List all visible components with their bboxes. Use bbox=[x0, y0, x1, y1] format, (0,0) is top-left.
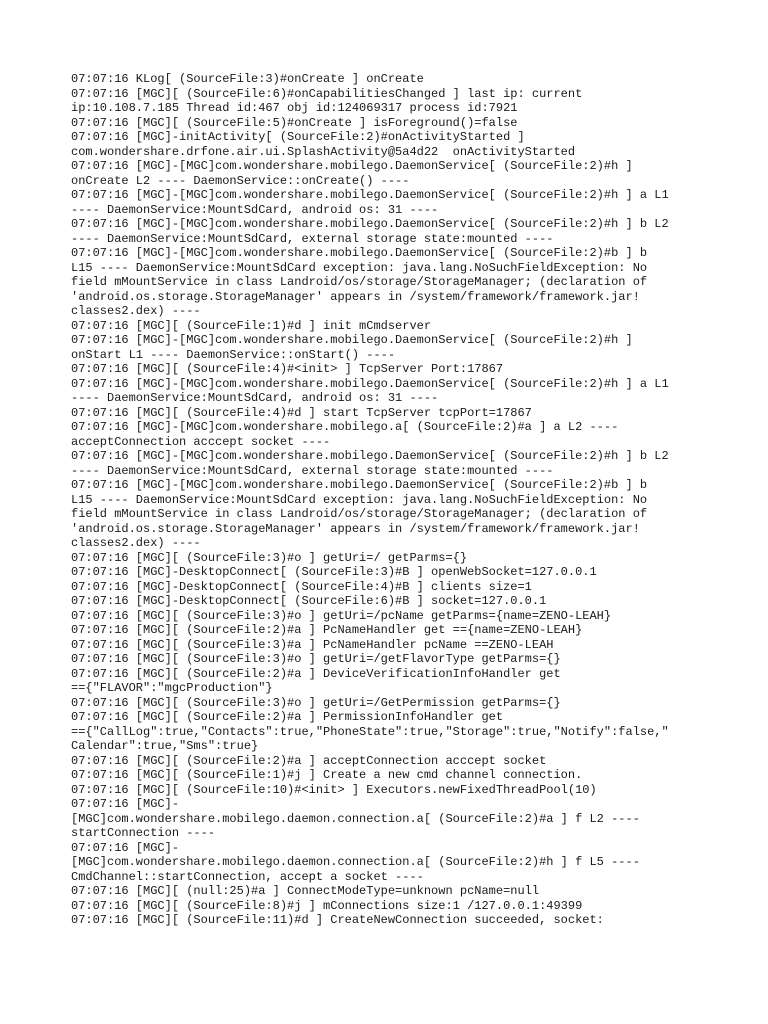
log-line: 07:07:16 [MGC]-[MGC]com.wondershare.mobilego.DaemonService[ (SourceFile:2)#h ] b L2 bbox=[71, 217, 669, 231]
log-line: 07:07:16 [MGC][ (SourceFile:8)#j ] mConnections size:1 /127.0.0.1:49399 bbox=[71, 898, 583, 913]
log-line: 07:07:16 [MGC][ (null:25)#a ] ConnectModeType=unknown pcName=null bbox=[71, 884, 540, 898]
log-line: 07:07:16 [MGC][ (SourceFile:11)#d ] CreateNewConnection succeeded, socket: bbox=[71, 913, 604, 927]
log-line: 07:07:16 [MGC]-[MGC]com.wondershare.mobilego.DaemonService[ (SourceFile:2)#h ] bbox=[71, 159, 633, 173]
log-line: 07:07:16 [MGC][ (SourceFile:3)#o ] getUri=/GetPermission getParms={} bbox=[71, 695, 561, 710]
log-line: 07:07:16 [MGC][ (SourceFile:3)#o ] getUri=/getFlavorType getParms={} bbox=[71, 652, 561, 666]
log-line: 07:07:16 KLog[ (SourceFile:3)#onCreate ] onCreate bbox=[71, 72, 424, 86]
log-line: 'android.os.storage.StorageManager' appears in /system/framework/framework.jar! bbox=[71, 289, 640, 304]
log-line: 07:07:16 [MGC]-[MGC]com.wondershare.mobilego.DaemonService[ (SourceFile:2)#h ] a L1 bbox=[71, 188, 669, 202]
log-line: com.wondershare.drfone.air.ui.SplashActivity@5a4d22 onActivityStarted bbox=[71, 144, 576, 159]
log-line: =={"FLAVOR":"mgcProduction"} bbox=[71, 681, 273, 695]
log-line: 07:07:16 [MGC]-DesktopConnect[ (SourceFile:3)#B ] openWebSocket=127.0.0.1 bbox=[71, 565, 597, 579]
log-line: CmdChannel::startConnection, accept a socket ---- bbox=[71, 869, 424, 884]
log-line: 07:07:16 [MGC]-initActivity[ (SourceFile:2)#onActivityStarted ] bbox=[71, 130, 525, 144]
log-line: 07:07:16 [MGC][ (SourceFile:5)#onCreate ] isForeground()=false bbox=[71, 115, 518, 130]
log-line: 07:07:16 [MGC]-DesktopConnect[ (SourceFile:6)#B ] socket=127.0.0.1 bbox=[71, 594, 547, 608]
log-line: [MGC]com.wondershare.mobilego.daemon.connection.a[ (SourceFile:2)#h ] f L5 ---- bbox=[71, 855, 640, 869]
log-line: 07:07:16 [MGC]-DesktopConnect[ (SourceFile:4)#B ] clients size=1 bbox=[71, 579, 532, 594]
log-line: 07:07:16 [MGC]-[MGC]com.wondershare.mobilego.DaemonService[ (SourceFile:2)#h ] b L2 bbox=[71, 449, 669, 463]
log-line: 07:07:16 [MGC]-[MGC]com.wondershare.mobilego.DaemonService[ (SourceFile:2)#h ] a L1 bbox=[71, 376, 669, 391]
log-line: 07:07:16 [MGC][ (SourceFile:3)#a ] PcNameHandler pcName ==ZENO-LEAH bbox=[71, 637, 554, 652]
log-line: L15 ---- DaemonService:MountSdCard exception: java.lang.NoSuchFieldException: No bbox=[71, 260, 648, 275]
log-line: 07:07:16 [MGC][ (SourceFile:4)#<init> ] TcpServer Port:17867 bbox=[71, 362, 504, 376]
log-line: 07:07:16 [MGC]- bbox=[71, 797, 180, 811]
log-line: 07:07:16 [MGC][ (SourceFile:2)#a ] acceptConnection acccept socket bbox=[71, 753, 547, 768]
log-text bbox=[71, 72, 711, 928]
log-line: classes2.dex) ---- bbox=[71, 536, 201, 550]
log-line: L15 ---- DaemonService:MountSdCard exception: java.lang.NoSuchFieldException: No bbox=[71, 492, 648, 507]
log-line: 07:07:16 [MGC]-[MGC]com.wondershare.mobilego.DaemonService[ (SourceFile:2)#b ] b bbox=[71, 478, 648, 492]
log-line: 07:07:16 [MGC]-[MGC]com.wondershare.mobilego.DaemonService[ (SourceFile:2)#b ] b bbox=[71, 246, 648, 260]
log-line: 07:07:16 [MGC][ (SourceFile:1)#j ] Create a new cmd channel connection. bbox=[71, 768, 583, 782]
log-line: 07:07:16 [MGC][ (SourceFile:6)#onCapabilitiesChanged ] last ip: current bbox=[71, 86, 583, 101]
log-line: 07:07:16 [MGC]-[MGC]com.wondershare.mobilego.DaemonService[ (SourceFile:2)#h ] bbox=[71, 333, 633, 347]
log-line: 'android.os.storage.StorageManager' appears in /system/framework/framework.jar! bbox=[71, 521, 640, 536]
log-line: startConnection ---- bbox=[71, 826, 216, 840]
log-line: 07:07:16 [MGC][ (SourceFile:1)#d ] init mCmdserver bbox=[71, 318, 432, 333]
log-line: 07:07:16 [MGC]-[MGC]com.wondershare.mobilego.a[ (SourceFile:2)#a ] a L2 ---- bbox=[71, 420, 619, 434]
log-line: Calendar":true,"Sms":true} bbox=[71, 739, 259, 753]
log-line: =={"CallLog":true,"Contacts":true,"PhoneState":true,"Storage":true,"Notify":false," bbox=[71, 724, 669, 739]
log-line: 07:07:16 [MGC][ (SourceFile:3)#o ] getUri=/ getParms={} bbox=[71, 550, 468, 565]
log-line: classes2.dex) ---- bbox=[71, 304, 201, 318]
log-line: 07:07:16 [MGC][ (SourceFile:2)#a ] PermissionInfoHandler get bbox=[71, 710, 504, 724]
log-line: field mMountService in class Landroid/os/storage/StorageManager; (declaration of bbox=[71, 275, 648, 289]
log-line: 07:07:16 [MGC][ (SourceFile:10)#<init> ] Executors.newFixedThreadPool(10) bbox=[71, 782, 597, 797]
log-line: 07:07:16 [MGC][ (SourceFile:2)#a ] PcNameHandler get =={name=ZENO-LEAH} bbox=[71, 623, 583, 637]
log-line: 07:07:16 [MGC][ (SourceFile:3)#o ] getUri=/pcName getParms={name=ZENO-LEAH} bbox=[71, 608, 612, 623]
log-line: 07:07:16 [MGC]- bbox=[71, 840, 180, 855]
log-line: ---- DaemonService:MountSdCard, external storage state:mounted ---- bbox=[71, 463, 554, 478]
log-line: ---- DaemonService:MountSdCard, android os: 31 ---- bbox=[71, 391, 439, 405]
log-line: ip:10.108.7.185 Thread id:467 obj id:124069317 process id:7921 bbox=[71, 101, 518, 115]
log-line: onCreate L2 ---- DaemonService::onCreate() ---- bbox=[71, 173, 410, 188]
log-line: field mMountService in class Landroid/os/storage/StorageManager; (declaration of bbox=[71, 507, 648, 521]
log-line: ---- DaemonService:MountSdCard, android os: 31 ---- bbox=[71, 202, 439, 217]
log-line: acceptConnection acccept socket ---- bbox=[71, 434, 331, 449]
log-line: onStart L1 ---- DaemonService::onStart() ---- bbox=[71, 347, 396, 362]
log-line: 07:07:16 [MGC][ (SourceFile:4)#d ] start TcpServer tcpPort=17867 bbox=[71, 405, 532, 420]
log-line: ---- DaemonService:MountSdCard, external storage state:mounted ---- bbox=[71, 231, 554, 246]
log-line: [MGC]com.wondershare.mobilego.daemon.connection.a[ (SourceFile:2)#a ] f L2 ---- bbox=[71, 811, 640, 826]
log-line: 07:07:16 [MGC][ (SourceFile:2)#a ] DeviceVerificationInfoHandler get bbox=[71, 666, 561, 681]
